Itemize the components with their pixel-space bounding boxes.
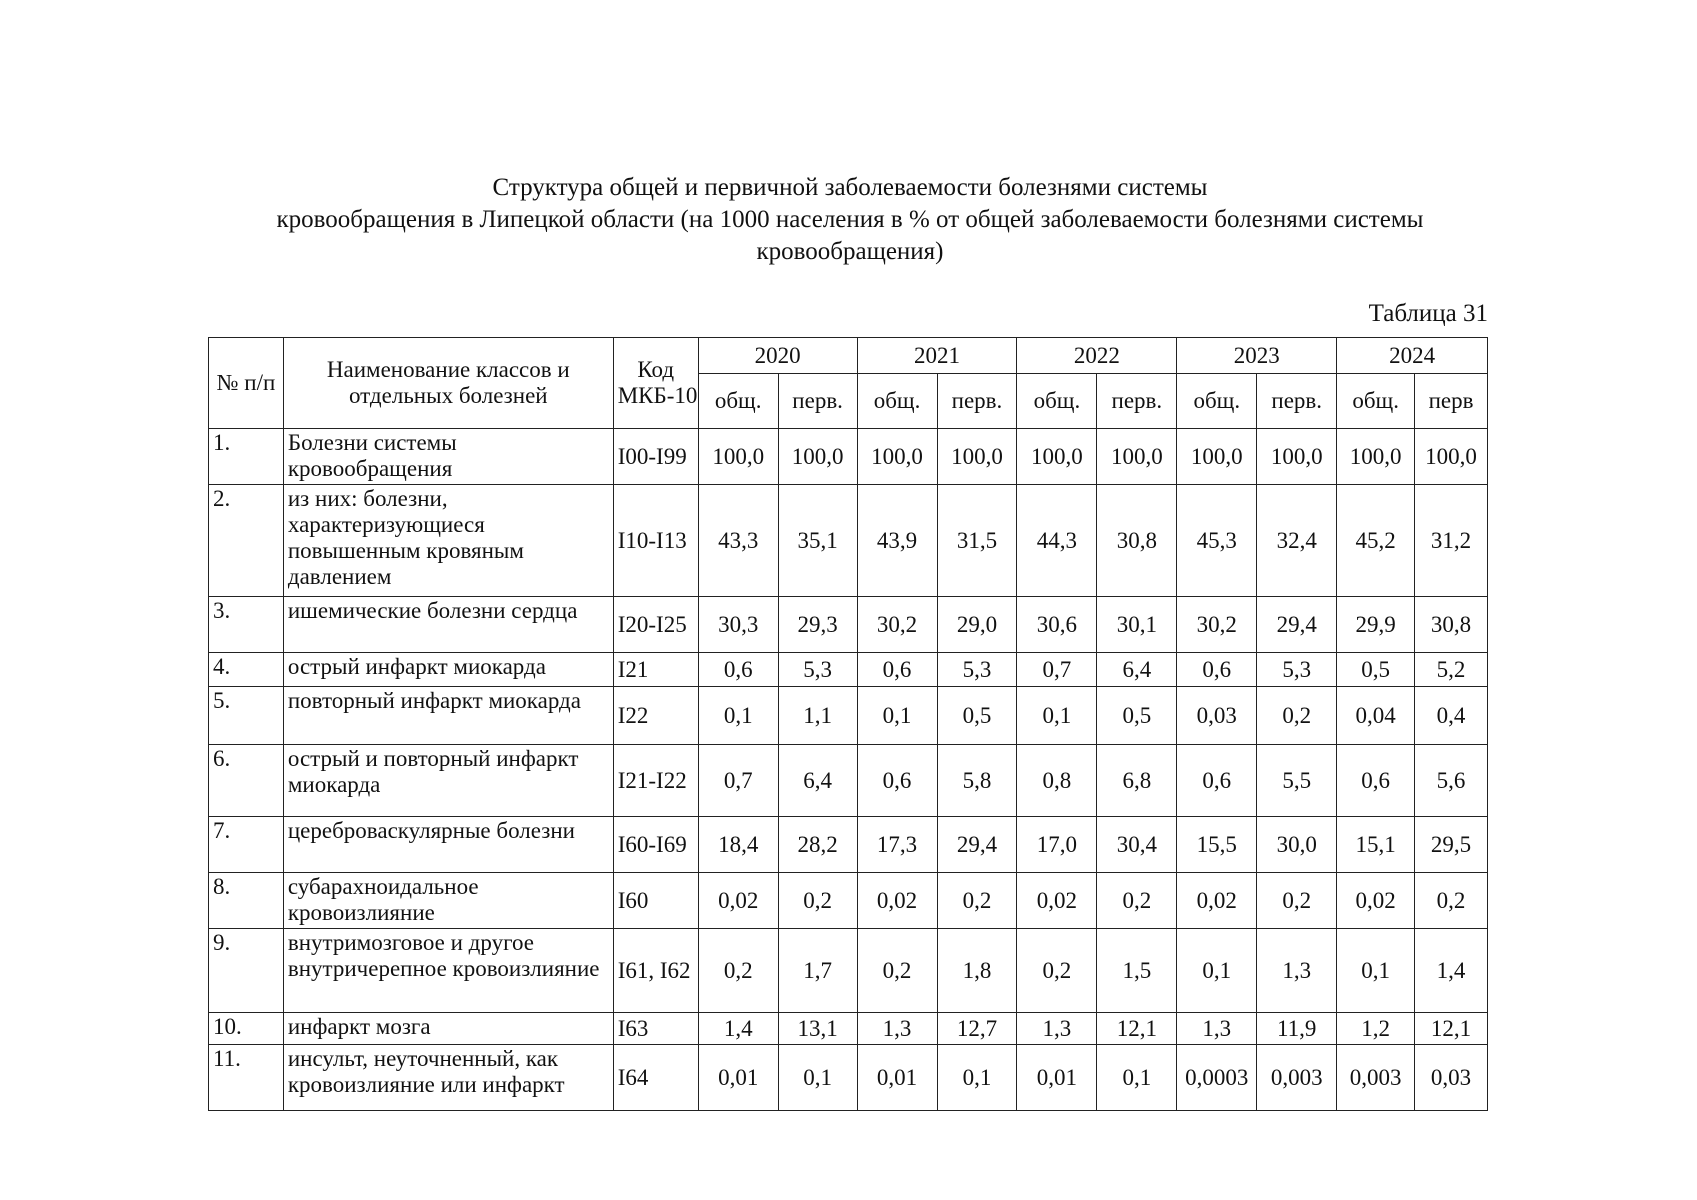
subheader-cell: общ. [1337, 374, 1415, 429]
value-cell: 13,1 [778, 1013, 857, 1045]
value-cell: 0,6 [1177, 653, 1257, 687]
value-cell: 5,5 [1257, 745, 1337, 817]
table-row [209, 745, 1488, 817]
value-cell: 30,3 [698, 597, 778, 653]
subheader-cell: перв. [1257, 374, 1337, 429]
value-cell: 29,4 [1257, 597, 1337, 653]
value-cell: 1,5 [1097, 929, 1177, 1013]
value-cell: 12,1 [1097, 1013, 1177, 1045]
icd-code: I00-I99 [613, 429, 698, 485]
value-cell: 5,8 [937, 745, 1017, 817]
value-cell: 0,2 [1017, 929, 1097, 1013]
value-cell: 0,02 [1017, 873, 1097, 929]
icd-code: I21-I22 [613, 745, 698, 817]
value-cell: 0,1 [1177, 929, 1257, 1013]
value-cell: 1,4 [1415, 929, 1488, 1013]
value-cell: 30,1 [1097, 597, 1177, 653]
row-number: 4. [209, 653, 284, 687]
disease-name: из них: болезни, характеризующиеся повышенным кровяным давлением [283, 485, 613, 597]
value-cell: 29,3 [778, 597, 857, 653]
header-year-2022: 2022 [1017, 338, 1177, 374]
value-cell: 15,1 [1337, 817, 1415, 873]
value-cell: 11,9 [1257, 1013, 1337, 1045]
value-cell: 0,01 [698, 1045, 778, 1111]
value-cell: 0,02 [698, 873, 778, 929]
value-cell: 0,2 [1415, 873, 1488, 929]
value-cell: 0,1 [698, 687, 778, 745]
value-cell: 1,3 [1177, 1013, 1257, 1045]
value-cell: 29,4 [937, 817, 1017, 873]
value-cell: 1,2 [1337, 1013, 1415, 1045]
value-cell: 43,3 [698, 485, 778, 597]
value-cell: 0,2 [698, 929, 778, 1013]
value-cell: 31,2 [1415, 485, 1488, 597]
subheader-cell: общ. [857, 374, 937, 429]
value-cell: 0,6 [1337, 745, 1415, 817]
value-cell: 0,1 [1337, 929, 1415, 1013]
value-cell: 0,1 [1017, 687, 1097, 745]
value-cell: 45,2 [1337, 485, 1415, 597]
value-cell: 0,02 [857, 873, 937, 929]
value-cell: 0,2 [857, 929, 937, 1013]
subheader-cell: перв [1415, 374, 1488, 429]
value-cell: 30,6 [1017, 597, 1097, 653]
subheader-cell: перв. [778, 374, 857, 429]
subheader-cell: общ. [1017, 374, 1097, 429]
value-cell: 6,8 [1097, 745, 1177, 817]
value-cell: 0,2 [1097, 873, 1177, 929]
value-cell: 29,9 [1337, 597, 1415, 653]
icd-code: I60 [613, 873, 698, 929]
title-line-2: кровообращения в Липецкой области (на 1000 населения в % от общей заболеваемости болезнями системы [276, 206, 1424, 233]
row-number: 2. [209, 485, 284, 597]
value-cell: 100,0 [1257, 429, 1337, 485]
value-cell: 0,003 [1337, 1045, 1415, 1111]
value-cell: 100,0 [937, 429, 1017, 485]
header-year-2020: 2020 [698, 338, 857, 374]
value-cell: 0,6 [698, 653, 778, 687]
value-cell: 0,5 [937, 687, 1017, 745]
icd-code: I22 [613, 687, 698, 745]
header-year-2024: 2024 [1337, 338, 1488, 374]
value-cell: 100,0 [857, 429, 937, 485]
icd-code: I63 [613, 1013, 698, 1045]
value-cell: 45,3 [1177, 485, 1257, 597]
header-code: Код МКБ-10 [613, 338, 698, 429]
value-cell: 0,1 [778, 1045, 857, 1111]
icd-code: I21 [613, 653, 698, 687]
header-name: Наименование классов и отдельных болезней [283, 338, 613, 429]
value-cell: 30,2 [1177, 597, 1257, 653]
title-line-1: Структура общей и первичной заболеваемости болезнями системы [492, 174, 1208, 201]
value-cell: 0,02 [1177, 873, 1257, 929]
value-cell: 100,0 [1097, 429, 1177, 485]
disease-name: острый и повторный инфаркт миокарда [283, 745, 613, 817]
value-cell: 0,4 [1415, 687, 1488, 745]
value-cell: 0,7 [698, 745, 778, 817]
value-cell: 32,4 [1257, 485, 1337, 597]
value-cell: 6,4 [778, 745, 857, 817]
value-cell: 12,1 [1415, 1013, 1488, 1045]
value-cell: 31,5 [937, 485, 1017, 597]
table-row [209, 687, 1488, 745]
value-cell: 1,3 [857, 1013, 937, 1045]
value-cell: 28,2 [778, 817, 857, 873]
row-number: 1. [209, 429, 284, 485]
table-row [209, 873, 1488, 929]
disease-name: инфаркт мозга [283, 1013, 613, 1045]
value-cell: 5,3 [937, 653, 1017, 687]
icd-code: I61, I62 [613, 929, 698, 1013]
value-cell: 0,02 [1337, 873, 1415, 929]
table-body [209, 429, 1488, 1111]
value-cell: 0,1 [937, 1045, 1017, 1111]
value-cell: 0,2 [778, 873, 857, 929]
table-row [209, 485, 1488, 597]
subheader-cell: перв. [937, 374, 1017, 429]
table-number-label: Таблица 31 [1368, 300, 1488, 327]
value-cell: 18,4 [698, 817, 778, 873]
value-cell: 6,4 [1097, 653, 1177, 687]
table-row [209, 929, 1488, 1013]
value-cell: 43,9 [857, 485, 937, 597]
value-cell: 0,01 [1017, 1045, 1097, 1111]
value-cell: 1,3 [1017, 1013, 1097, 1045]
value-cell: 0,0003 [1177, 1045, 1257, 1111]
value-cell: 1,1 [778, 687, 857, 745]
value-cell: 0,5 [1097, 687, 1177, 745]
value-cell: 30,4 [1097, 817, 1177, 873]
value-cell: 0,04 [1337, 687, 1415, 745]
table-row [209, 1013, 1488, 1045]
value-cell: 17,0 [1017, 817, 1097, 873]
value-cell: 0,6 [857, 653, 937, 687]
value-cell: 100,0 [1177, 429, 1257, 485]
subheader-cell: общ. [1177, 374, 1257, 429]
value-cell: 0,2 [1257, 687, 1337, 745]
value-cell: 100,0 [698, 429, 778, 485]
row-number: 6. [209, 745, 284, 817]
icd-code: I10-I13 [613, 485, 698, 597]
row-number: 5. [209, 687, 284, 745]
value-cell: 17,3 [857, 817, 937, 873]
value-cell: 12,7 [937, 1013, 1017, 1045]
value-cell: 0,7 [1017, 653, 1097, 687]
value-cell: 0,003 [1257, 1045, 1337, 1111]
disease-name: ишемические болезни сердца [283, 597, 613, 653]
value-cell: 30,8 [1097, 485, 1177, 597]
value-cell: 0,01 [857, 1045, 937, 1111]
value-cell: 1,4 [698, 1013, 778, 1045]
disease-name: внутримозговое и другое внутричерепное кровоизлияние [283, 929, 613, 1013]
value-cell: 5,3 [778, 653, 857, 687]
table-row [209, 1045, 1488, 1111]
disease-name: субарахноидальное кровоизлияние [283, 873, 613, 929]
value-cell: 5,2 [1415, 653, 1488, 687]
value-cell: 100,0 [1415, 429, 1488, 485]
morbidity-table [208, 337, 1488, 1111]
header-year-2021: 2021 [857, 338, 1017, 374]
value-cell: 0,6 [857, 745, 937, 817]
value-cell: 0,8 [1017, 745, 1097, 817]
title-line-3: кровообращения) [756, 238, 944, 265]
row-number: 11. [209, 1045, 284, 1111]
value-cell: 30,0 [1257, 817, 1337, 873]
subheader-cell: общ. [698, 374, 778, 429]
row-number: 8. [209, 873, 284, 929]
value-cell: 5,6 [1415, 745, 1488, 817]
value-cell: 100,0 [1337, 429, 1415, 485]
value-cell: 0,1 [1097, 1045, 1177, 1111]
value-cell: 1,3 [1257, 929, 1337, 1013]
icd-code: I60-I69 [613, 817, 698, 873]
table-row [209, 429, 1488, 485]
disease-name: цереброваскулярные болезни [283, 817, 613, 873]
value-cell: 30,2 [857, 597, 937, 653]
value-cell: 0,6 [1177, 745, 1257, 817]
value-cell: 5,3 [1257, 653, 1337, 687]
header-num: № п/п [209, 338, 284, 429]
value-cell: 0,03 [1415, 1045, 1488, 1111]
disease-name: Болезни системы кровообращения [283, 429, 613, 485]
value-cell: 100,0 [1017, 429, 1097, 485]
value-cell: 1,7 [778, 929, 857, 1013]
table-row [209, 597, 1488, 653]
subheader-cell: перв. [1097, 374, 1177, 429]
row-number: 7. [209, 817, 284, 873]
value-cell: 44,3 [1017, 485, 1097, 597]
value-cell: 0,03 [1177, 687, 1257, 745]
table-row [209, 817, 1488, 873]
row-number: 3. [209, 597, 284, 653]
document-title [170, 172, 1530, 268]
value-cell: 0,5 [1337, 653, 1415, 687]
value-cell: 35,1 [778, 485, 857, 597]
value-cell: 15,5 [1177, 817, 1257, 873]
disease-name: инсульт, неуточненный, как кровоизлияние или инфаркт [283, 1045, 613, 1111]
header-year-2023: 2023 [1177, 338, 1337, 374]
value-cell: 30,8 [1415, 597, 1488, 653]
value-cell: 0,1 [857, 687, 937, 745]
disease-name: острый инфаркт миокарда [283, 653, 613, 687]
value-cell: 29,0 [937, 597, 1017, 653]
icd-code: I64 [613, 1045, 698, 1111]
value-cell: 1,8 [937, 929, 1017, 1013]
value-cell: 0,2 [937, 873, 1017, 929]
disease-name: повторный инфаркт миокарда [283, 687, 613, 745]
value-cell: 29,5 [1415, 817, 1488, 873]
value-cell: 100,0 [778, 429, 857, 485]
value-cell: 0,2 [1257, 873, 1337, 929]
icd-code: I20-I25 [613, 597, 698, 653]
table-row [209, 653, 1488, 687]
row-number: 10. [209, 1013, 284, 1045]
row-number: 9. [209, 929, 284, 1013]
